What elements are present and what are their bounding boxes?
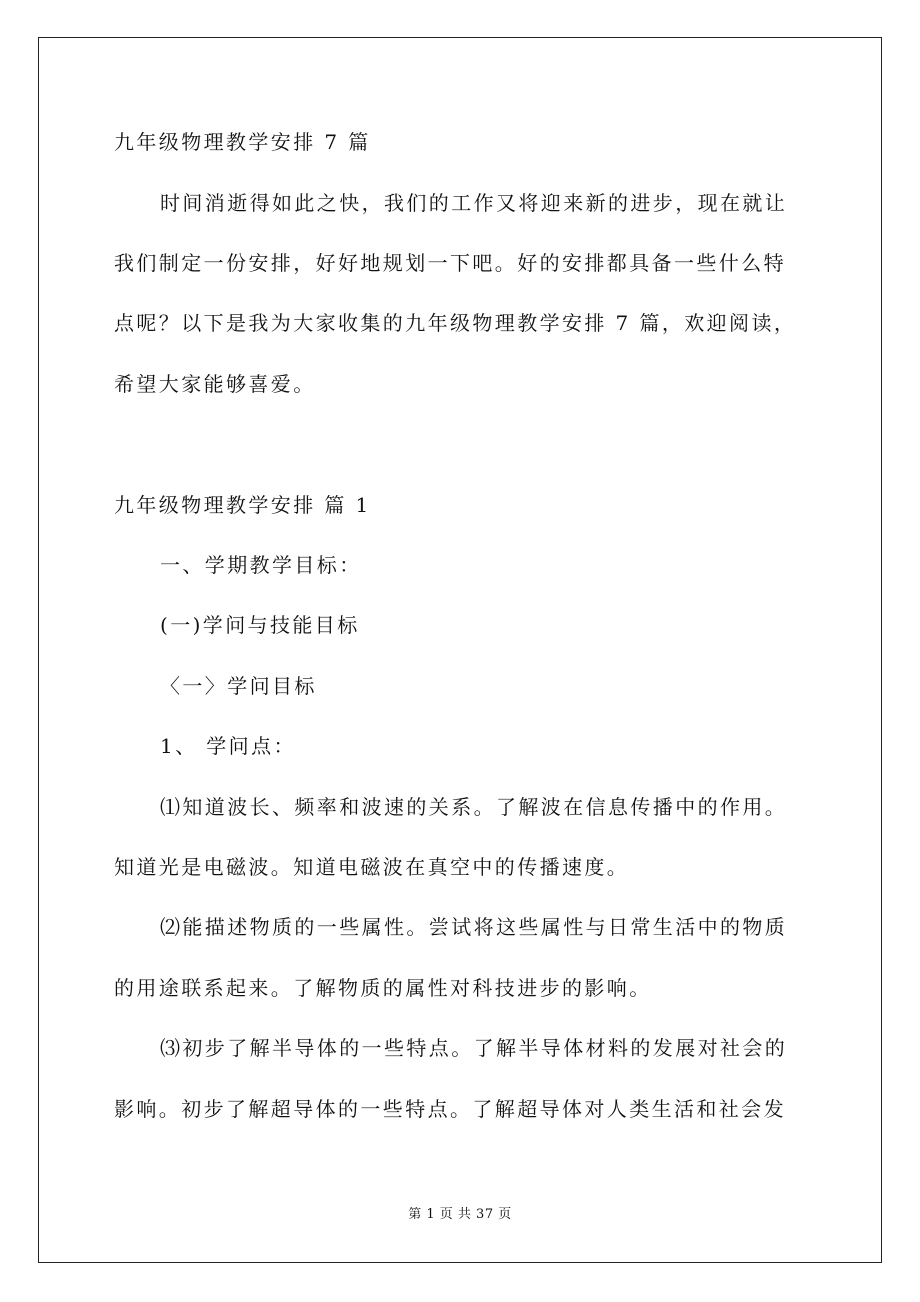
page-footer: 第 1 页 共 37 页: [408, 1207, 512, 1222]
section-heading: 九年级物理教学安排 篇 1: [114, 493, 371, 517]
body-line-2: 知道光是电磁波。知道电磁波在真空中的传播速度。: [114, 855, 630, 879]
body-line-6: 影响。初步了解超导体的一些特点。了解超导体对人类生活和社会发: [114, 1097, 786, 1121]
intro-line-1: 时间消逝得如此之快，我们的工作又将迎来新的进步，现在就让: [160, 191, 788, 215]
page-border: [38, 37, 882, 1263]
intro-line-4: 希望大家能够喜爱。: [114, 372, 316, 396]
body-line-1: ⑴知道波长、频率和波速的关系。了解波在信息传播中的作用。: [160, 795, 788, 819]
outline-item-3: 〈一〉学问目标: [160, 674, 317, 698]
body-line-3: ⑵能描述物质的一些属性。尝试将这些属性与日常生活中的物质: [160, 915, 788, 939]
outline-item-2: (一)学问与技能目标: [160, 613, 360, 637]
outline-item-4: 1、 学问点：: [160, 734, 296, 758]
outline-item-1: 一、学期教学目标：: [160, 553, 362, 577]
document-title: 九年级物理教学安排 7 篇: [114, 130, 371, 154]
body-line-4: 的用途联系起来。了解物质的属性对科技进步的影响。: [114, 976, 652, 1000]
intro-line-2: 我们制定一份安排，好好地规划一下吧。好的安排都具备一些什么特: [114, 251, 786, 275]
body-line-5: ⑶初步了解半导体的一些特点。了解半导体材料的发展对社会的: [160, 1036, 788, 1060]
intro-line-3: 点呢？以下是我为大家收集的九年级物理教学安排 7 篇，欢迎阅读，: [114, 311, 797, 335]
